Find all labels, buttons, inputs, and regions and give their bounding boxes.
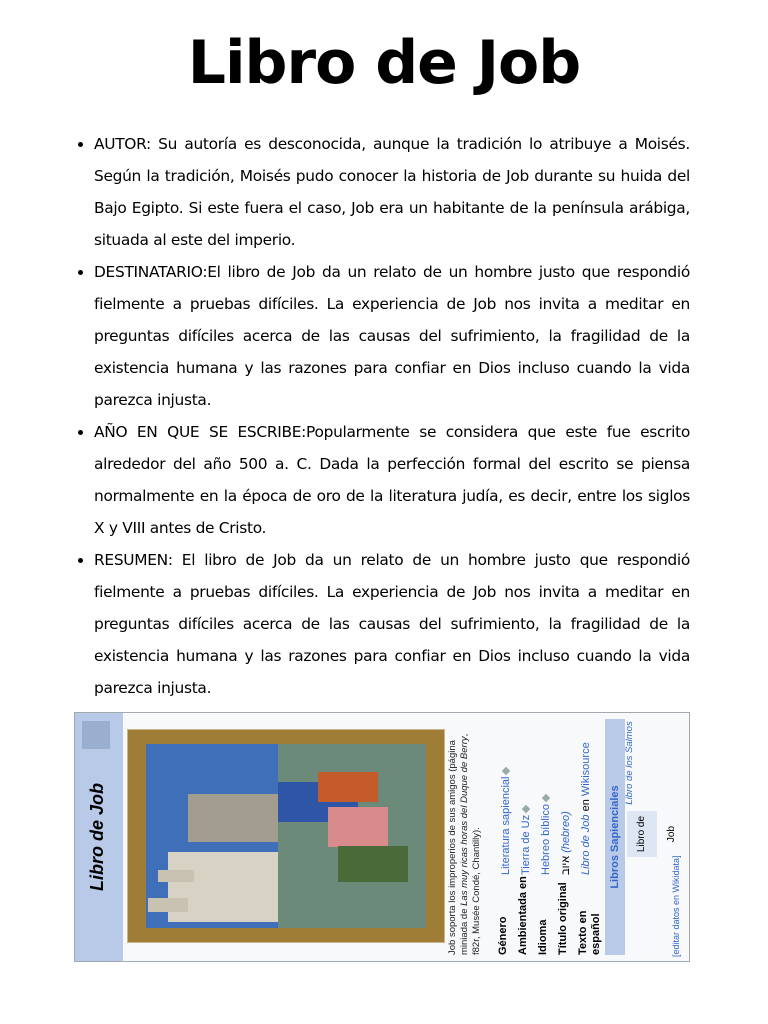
item-label: AUTOR: bbox=[94, 135, 151, 153]
row-label: Género bbox=[497, 916, 509, 955]
pencil-icon[interactable] bbox=[542, 794, 550, 802]
item-text: El libro de Job da un relato de un hombre justo que respondió fielmente a pruebas difíciles. La experiencia de Job nos invita a meditar en preguntas difíciles acerca de las causas del sufrimiento, la fragilidad de la existencia humana y las razones para confiar en Dios incluso cuando la vida parezca injusta. bbox=[94, 263, 690, 409]
painting-image[interactable] bbox=[127, 729, 445, 943]
row-value[interactable]: Tierra de Uz bbox=[520, 814, 532, 875]
row-value: en bbox=[580, 796, 592, 815]
row-value[interactable]: Literatura sapiencial bbox=[500, 776, 512, 875]
item-label: AÑO EN QUE SE ESCRIBE: bbox=[94, 423, 307, 441]
infobox-header bbox=[75, 713, 123, 961]
sapienciales-next-link[interactable]: Libro de los Salmos bbox=[624, 721, 635, 805]
infobox-title: Libro de Job bbox=[87, 783, 107, 891]
row-value: איוב bbox=[560, 852, 572, 875]
pencil-icon[interactable] bbox=[522, 805, 530, 813]
sapienciales-previous bbox=[627, 859, 657, 955]
wikidata-edit-link[interactable]: [editar datos en Wikidata] bbox=[671, 855, 681, 957]
row-idioma bbox=[537, 715, 555, 955]
row-texto bbox=[577, 715, 605, 955]
row-label: Texto en español bbox=[577, 910, 602, 955]
pencil-icon[interactable] bbox=[502, 766, 510, 774]
info-list bbox=[72, 128, 690, 704]
wikisource-link[interactable]: Wikisource bbox=[580, 742, 592, 797]
ambientada-link[interactable] bbox=[517, 806, 535, 875]
wikipedia-infobox bbox=[74, 712, 690, 962]
row-label: Ambientada en bbox=[517, 876, 529, 955]
list-item-resumen bbox=[94, 544, 690, 704]
row-titulo bbox=[557, 715, 575, 955]
texto-value bbox=[577, 742, 595, 875]
caption-text: , f82r, Musée Condé, Chantilly). bbox=[459, 733, 482, 955]
wikisource-book-link[interactable]: Libro de Job bbox=[580, 814, 592, 875]
row-label: Título original bbox=[557, 882, 569, 955]
book-icon bbox=[82, 721, 110, 749]
list-item-ano bbox=[94, 416, 690, 544]
sapienciales-current: Libro de Job bbox=[627, 811, 657, 857]
idioma-link[interactable] bbox=[537, 795, 555, 875]
hebreo-link[interactable]: (hebreo) bbox=[560, 811, 572, 853]
image-caption bbox=[447, 715, 483, 955]
genero-link[interactable] bbox=[497, 768, 515, 875]
list-item-destinatario bbox=[94, 256, 690, 416]
page-title: Libro de Job bbox=[187, 28, 581, 98]
item-label: DESTINATARIO: bbox=[94, 263, 208, 281]
item-text: El libro de Job da un relato de un hombre justo que respondió fielmente a pruebas difíciles. La experiencia de Job nos invita a meditar en preguntas difíciles acerca de las causas del sufrimiento, la fragilidad de la existencia humana y las razones para confiar en Dios incluso cuando la vida parezca injusta. bbox=[94, 551, 690, 697]
list-item-autor bbox=[94, 128, 690, 256]
row-ambientada bbox=[517, 715, 535, 955]
caption-text: Job soporta los improperios de sus amigos (página miniada de bbox=[447, 740, 470, 955]
titulo-value bbox=[557, 811, 575, 875]
row-genero bbox=[497, 715, 515, 955]
sapienciales-header[interactable]: Libros Sapienciales bbox=[605, 719, 625, 955]
row-value[interactable]: Hebreo bíblico bbox=[540, 804, 552, 875]
caption-link[interactable]: Las muy ricas horas del Duque de Berry bbox=[459, 736, 470, 906]
row-label: Idioma bbox=[537, 919, 549, 955]
item-text: Popularmente se considera que este fue escrito alrededor del año 500 a. C. Dada la perfección formal del escrito se piensa normalmente en la época de oro de la literatura judía, es decir, entre los siglos X y VIII antes de Cristo. bbox=[94, 423, 691, 537]
item-text: Su autoría es desconocida, aunque la tradición lo atribuye a Moisés. Según la tradición, Moisés pudo conocer la historia de Job durante su huida del Bajo Egipto. Si este fuera el caso, Job era un habitante de la península arábiga, situada al este del imperio. bbox=[94, 135, 690, 249]
item-label: RESUMEN: bbox=[94, 551, 173, 569]
infobox-rotated bbox=[75, 713, 689, 961]
